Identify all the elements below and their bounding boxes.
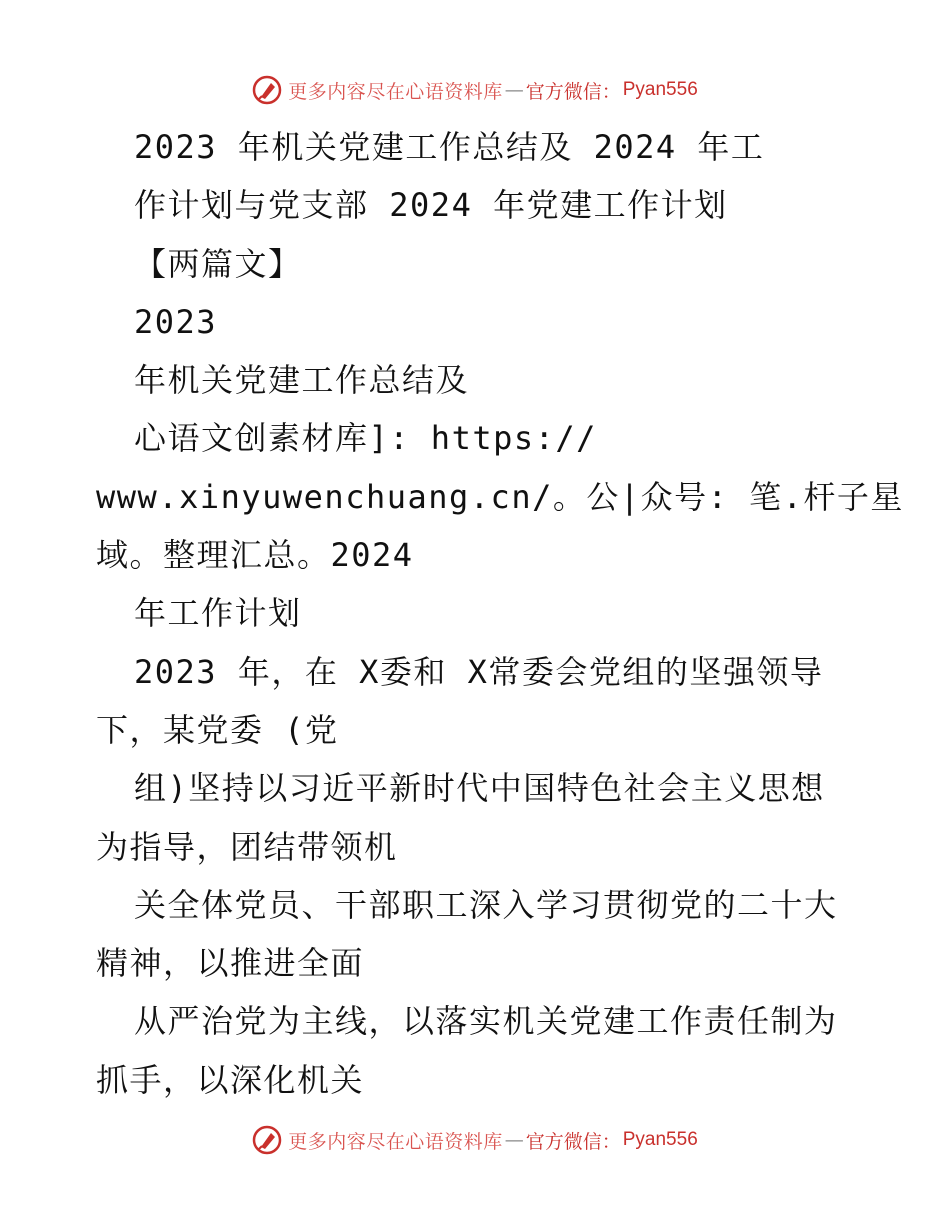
banner-wechat-id: Pyan556 — [622, 79, 698, 100]
banner-wechat-id: Pyan556 — [622, 1129, 698, 1150]
banner-main-text: 更多内容尽在心语资料库 — [288, 80, 503, 103]
text-line: 2023 — [134, 302, 218, 341]
text-line: 年工作计划 — [134, 594, 302, 633]
text-line: 下，某党委 (党 — [96, 710, 339, 749]
text-line: 域。整理汇总。2024 — [96, 536, 414, 575]
pen-nib-logo-icon — [252, 75, 282, 105]
text-line: 抓手，以深化机关 — [96, 1060, 365, 1099]
text-line: www.xinyuwenchuang.cn/。公|众号: 笔.杆子星 — [96, 477, 904, 516]
text-line: 精神，以推进全面 — [96, 944, 365, 983]
banner-wechat-label: 官方微信： — [525, 1130, 621, 1153]
text-line: 组)坚持以习近平新时代中国特色社会主义思想 — [134, 769, 825, 808]
title-line-3: 【两篇文】 — [134, 244, 302, 283]
document-body — [96, 118, 904, 1109]
banner-wechat-label: 官方微信： — [525, 80, 621, 103]
text-line: 为指导，团结带领机 — [96, 827, 398, 866]
text-line: 年机关党建工作总结及 — [134, 361, 470, 400]
header-banner — [0, 70, 950, 110]
banner-separator: — — [504, 1129, 524, 1151]
banner-separator: — — [504, 79, 524, 101]
pen-nib-logo-icon — [252, 1125, 282, 1155]
text-line: 2023 年，在 X委和 X常委会党组的坚强领导 — [134, 652, 824, 691]
banner-main-text: 更多内容尽在心语资料库 — [288, 1130, 503, 1153]
text-line: 心语文创素材库]: https:// — [134, 419, 597, 458]
text-line: 从严治党为主线，以落实机关党建工作责任制为 — [134, 1002, 838, 1041]
title-line-1: 2023 年机关党建工作总结及 2024 年工 — [134, 128, 765, 166]
title-line-2: 作计划与党支部 2024 年党建工作计划 — [134, 186, 728, 225]
text-line: 关全体党员、干部职工深入学习贯彻党的二十大 — [134, 885, 838, 924]
footer-banner — [0, 1120, 950, 1160]
